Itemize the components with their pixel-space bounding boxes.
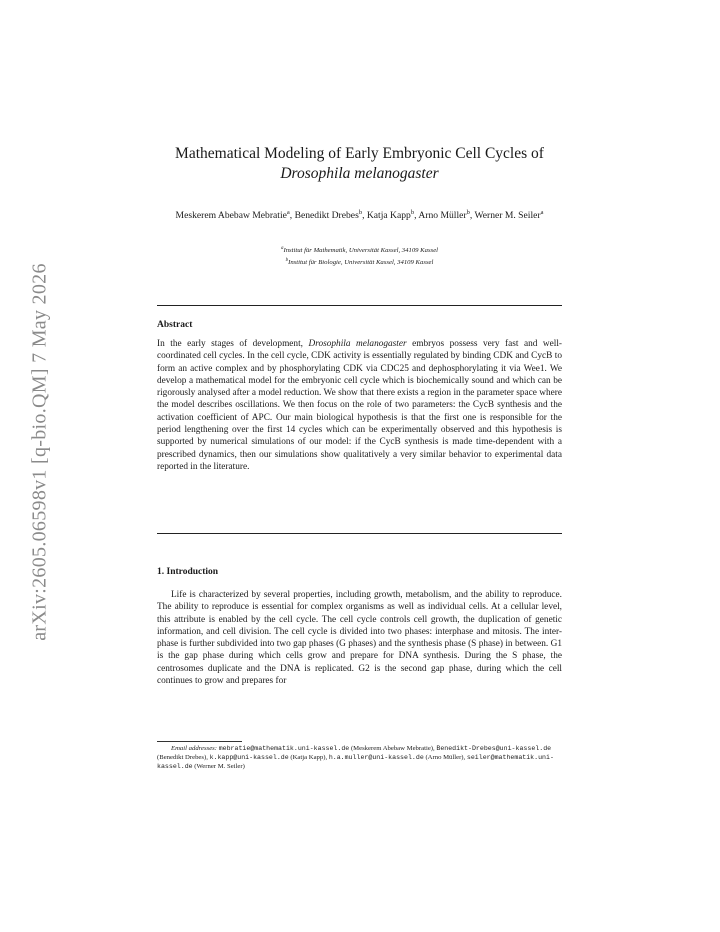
abstract-heading: Abstract	[157, 320, 193, 330]
author: Werner M. Seiler$^a$	[474, 209, 544, 222]
author: Benedikt Drebes$^b$,	[294, 209, 367, 222]
introduction-text: Life is characterized by several properties, including growth, metabolism, and the ability to reproduce. The ability to reproduce is essential for complex organisms as well as individual cells. At a cellular level, this attribute is enabled by the cell cycle. The cell cycle controls cell growth, the duplication of genetic information, and cell division. The cell cycle is divided into two phases: interphase and mitosis. The inter-phase is further subdivided into two gap phases (G phases) and the synthesis phase (S phase) in between. G1 is the gap phase during which cells grow and prepare for DNA synthesis. During the S phase, the centrosomes duplicate and the DNA is replicated. G2 is the second gap phase, during which the cell continues to grow and prepares for	[157, 590, 562, 687]
affiliation: $^a$Institut für Mathematik, Universität Kassel, 34109 Kassel	[280, 246, 439, 255]
footnote-rule	[157, 741, 242, 742]
affiliation: $^b$Institut für Biologie, Universität Kassel, 34109 Kassel	[285, 257, 434, 266]
abstract-bottom-rule	[157, 533, 562, 534]
footnote-emails: Email addresses: mebratie@mathematik.uni-kassel.de (Meskerem Abebaw Mebratie), Benedikt-Drebes@uni-kassel.de (Benedikt Drebes), k.kapp@uni-kassel.de (Katja Kapp), h.a.muller@uni-kassel.de (Arno Müller), seiler@mathematik.uni-kassel.de (Werner M. Seiler)	[157, 745, 554, 771]
title-line-1: Mathematical Modeling of Early Embryonic Cell Cycles of	[175, 145, 544, 162]
author: Meskerem Abebaw Mebratie$^a$,	[175, 209, 295, 222]
paper-title	[157, 144, 562, 184]
arxiv-identifier: arXiv:2605.06598v1 [q-bio.QM] 7 May 2026	[28, 263, 51, 641]
section-heading-introduction: 1. Introduction	[157, 567, 219, 577]
affiliations	[157, 244, 562, 267]
abstract-text: In the early stages of development, Drosophila melanogaster embryos possess very fast and well-coordinated cell cycles. In the cell cycle, CDK activity is essentially regulated by binding CDK and CycB to form an active complex and by phosphorylating CDK via CDC25 and dephosphorylating it via Wee1. We develop a mathematical model for the embryonic cell cycle which is biochemically sound and which can be rigorously analysed after a model reduction. We show that there exists a region in the parameter space where the model describes oscillations. We then focus on the role of two parameters: the CycB synthesis and the activation coefficient of APC. Our main biological hypothesis is that the first one is responsible for the period lengthening over the first 14 cycles which can be experimentally observed and this hypothesis is supported by numerical simulations of our model: if the CycB synthesis is made time-dependent with a prescribed dynamics, then our simulations show qualitatively a very similar behavior to experimental data reported in the literature.	[157, 339, 563, 472]
title-line-2: Drosophila melanogaster	[280, 165, 439, 182]
author-list	[157, 206, 562, 222]
author: Arno Müller$^b$,	[418, 209, 475, 222]
author: Katja Kapp$^b$,	[366, 209, 419, 222]
abstract-top-rule	[157, 305, 562, 306]
